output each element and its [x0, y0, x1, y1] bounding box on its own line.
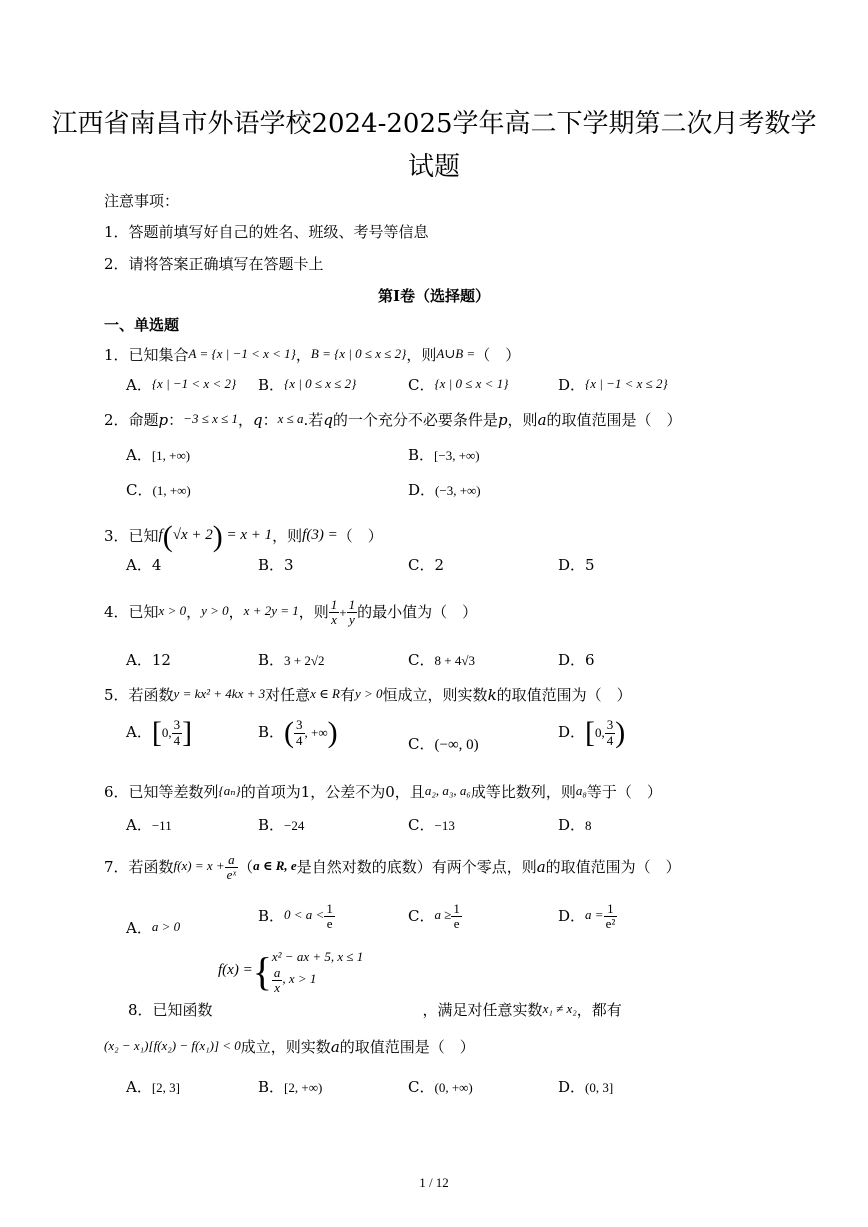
q4-option-d: D．6: [558, 651, 595, 669]
notice-item-2: 2．请将答案正确填写在答题卡上: [104, 255, 324, 273]
q3-option-c: C．2: [408, 556, 445, 574]
q6-option-a: A．−11: [126, 816, 172, 834]
notice-heading: 注意事项：: [104, 192, 180, 210]
question-4: 4．已知x > 0，y > 0，x + 2y = 1，则 $\frac{1}{x}$ + $\frac{1}{y}$ 的最小值为（ ）: [104, 597, 478, 628]
section-heading: 一、单选题: [104, 316, 180, 334]
q3-option-b: B．3: [258, 556, 294, 574]
exam-title-line2: 试题: [407, 152, 460, 182]
q2-option-a: A．[1, +∞): [126, 446, 191, 464]
question-8-line2: (x₂ − x₁)[f(x₂) − f(x₁)] < 0成立，则实数a的取值范围是（ ）: [104, 1038, 475, 1056]
q3-option-a: A．4: [126, 556, 162, 574]
q7-option-b: B．0 < a < $\frac{1}{e}$: [258, 901, 333, 932]
q5-option-b: B．( $\frac{3}{4}$ , +∞): [258, 716, 338, 749]
q5-option-c: C．(−∞, 0): [408, 735, 479, 753]
q2-option-c: C．(1, +∞): [126, 481, 191, 499]
question-6: 6．已知等差数列{aₙ}的首项为1，公差不为0，且a₂, a₃, a₆成等比数列，则a₈等于（ ）: [104, 783, 662, 801]
q1-option-d: D．{x | −1 < x ≤ 2}: [558, 376, 668, 394]
question-2: 2．命题p：−3 ≤ x ≤ 1，q：x ≤ a.若q的一个充分不必要条件是p，则a的取值范围是（ ）: [104, 411, 682, 429]
q8-option-a: A．[2, 3]: [126, 1078, 181, 1096]
q8-piecewise-function: f(x) ={ x² − ax + 5, x ≤ 1 $\frac{a}{x}$ , x > 1: [218, 948, 364, 996]
q8-option-c: C．(0, +∞): [408, 1078, 473, 1096]
volume-heading: 第I卷（选择题）: [377, 287, 491, 305]
q4-option-a: A．12: [126, 651, 171, 669]
q7-option-a: A．a > 0: [126, 919, 181, 937]
q1-option-b: B．{x | 0 ≤ x ≤ 2}: [258, 376, 357, 394]
q7-option-d: D．a = $\frac{1}{\text{e²}}$: [558, 901, 616, 932]
question-8: 8．已知函数 ，满足对任意实数x₁ ≠ x₂，都有: [128, 1001, 622, 1019]
q7-option-c: C．a ≥ $\frac{1}{e}$: [408, 901, 460, 932]
q4-option-c: C．8 + 4√3: [408, 651, 475, 669]
q5-option-d: D．[0, $\frac{3}{4}$ ): [558, 716, 626, 749]
exam-title-line1: 江西省南昌市外语学校2024-2025学年高二下学期第二次月考数学: [51, 109, 817, 139]
q6-option-d: D．8: [558, 816, 592, 834]
notice-item-1: 1．答题前填写好自己的姓名、班级、考号等信息: [104, 223, 429, 241]
question-7: 7．若函数f(x) = x + $\frac{a}{\text{eˣ}}$ （a ∈ R, e是自然对数的底数）有两个零点，则a的取值范围为（ ）: [104, 852, 681, 883]
q1-option-c: C．{x | 0 ≤ x < 1}: [408, 376, 509, 394]
q4-option-b: B．3 + 2√2: [258, 651, 325, 669]
q6-option-c: C．−13: [408, 816, 455, 834]
question-1: 1．已知集合A = {x | −1 < x < 1}，B = {x | 0 ≤ x ≤ 2}，则A∪B =（ ）: [104, 346, 521, 364]
question-3: 3．已知f(√x + 2) = x + 1，则f(3) =（ ）: [104, 520, 383, 553]
page-number: 1 / 12: [419, 1175, 449, 1190]
question-5: 5．若函数y = kx² + 4kx + 3对任意x ∈ R有y > 0恒成立，则实数k的取值范围为（ ）: [104, 686, 632, 704]
q2-option-b: B．[−3, +∞): [408, 446, 480, 464]
q2-option-d: D．(−3, +∞): [408, 481, 481, 499]
q8-option-b: B．[2, +∞): [258, 1078, 323, 1096]
q8-option-d: D．(0, 3]: [558, 1078, 614, 1096]
q6-option-b: B．−24: [258, 816, 305, 834]
q5-option-a: A．[0, $\frac{3}{4}$ ]: [126, 716, 193, 749]
q1-option-a: A．{x | −1 < x < 2}: [126, 376, 237, 394]
q3-option-d: D．5: [558, 556, 595, 574]
